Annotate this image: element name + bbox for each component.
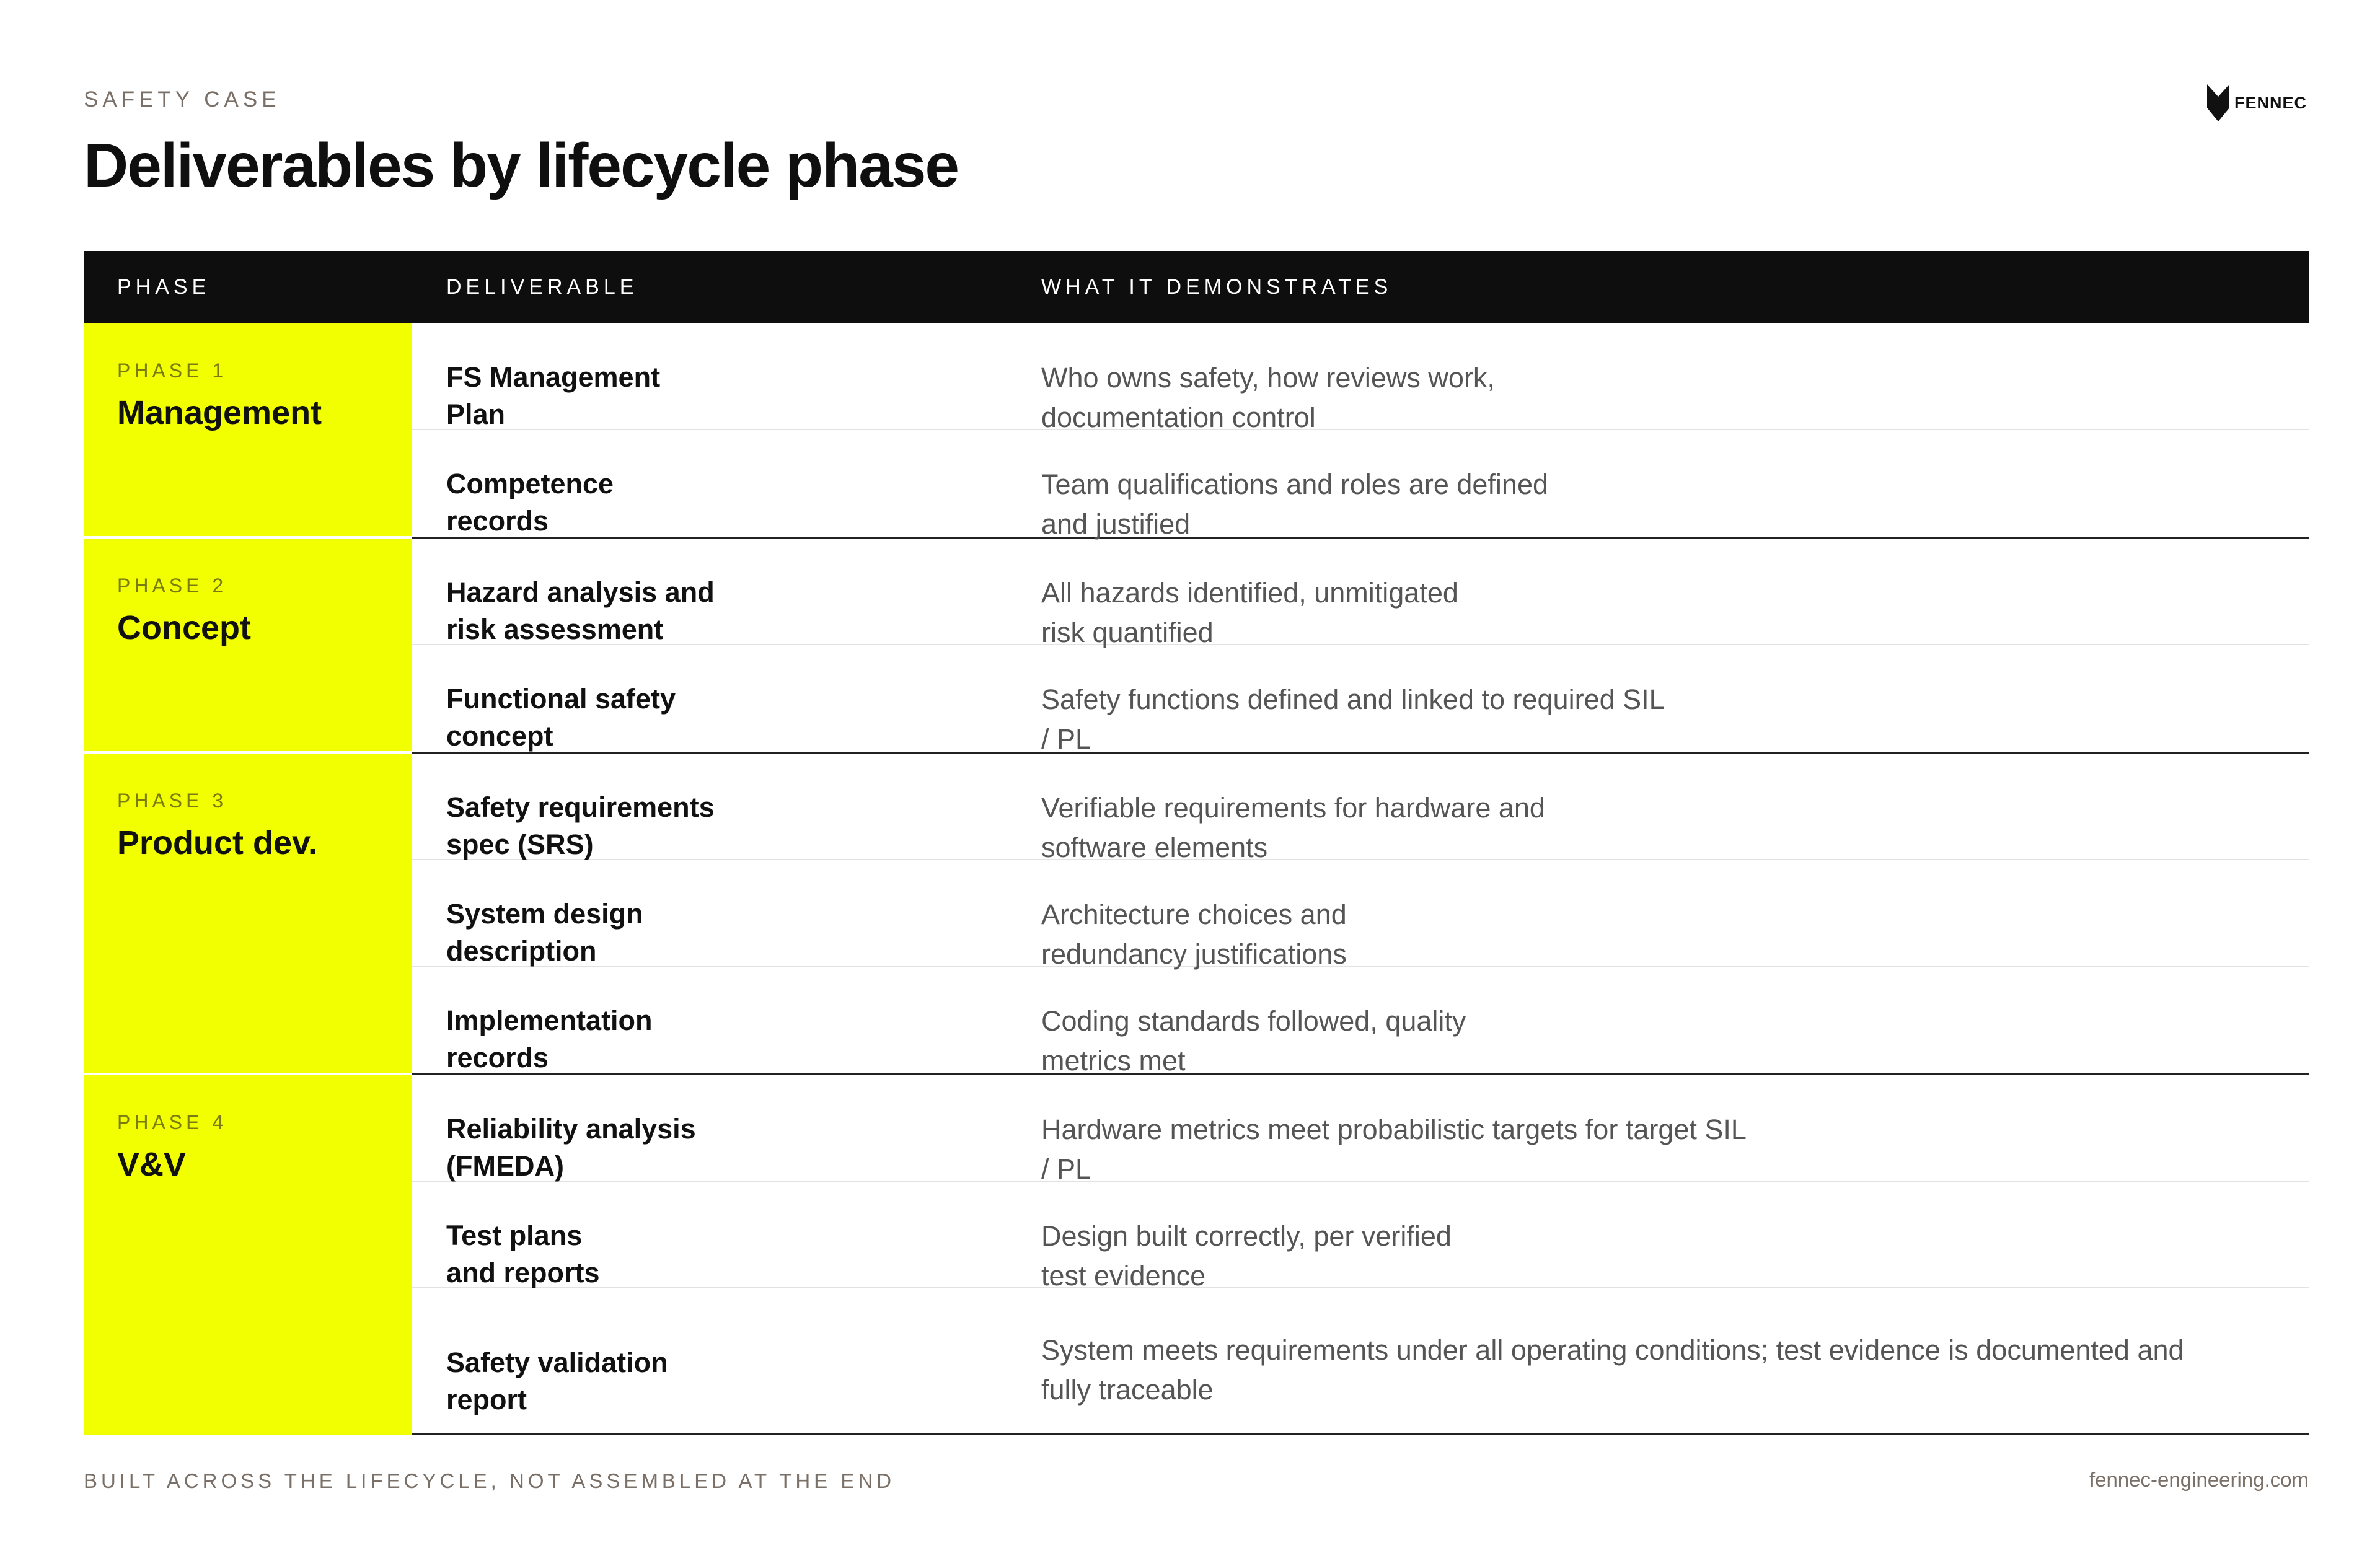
demonstrates-line: System meets requirements under all operating conditions; test evidence is documented and	[1041, 1334, 2184, 1366]
column-header-deliverable: DELIVERABLE	[446, 275, 638, 299]
deliverable-cell	[412, 967, 1041, 1073]
deliverable-line: Plan	[446, 398, 506, 430]
table-row	[412, 967, 2309, 1076]
demonstrates-line: and justified	[1041, 508, 1191, 540]
demonstrates-cell	[1041, 430, 2309, 540]
phase-name: Management	[117, 394, 322, 431]
phase-name: Product dev.	[117, 824, 318, 861]
phase-name: Concept	[117, 609, 251, 646]
demonstrates-line: Design built correctly, per verified	[1041, 1220, 1452, 1252]
demonstrates-line: / PL	[1041, 723, 1091, 755]
deliverable-line: System design	[446, 898, 643, 930]
deliverable-line: Reliability analysis	[446, 1113, 696, 1145]
table-row	[412, 539, 2309, 648]
demonstrates-line: documentation control	[1041, 402, 1316, 433]
demonstrates-cell	[1041, 860, 2309, 970]
deliverable-cell	[412, 323, 1041, 429]
deliverable-cell	[412, 860, 1041, 966]
deliverable-line: Competence	[446, 468, 614, 499]
phase-label: PHASE 1	[117, 359, 227, 382]
phase-cell	[84, 1075, 412, 1435]
deliverable-line: report	[446, 1384, 527, 1415]
demonstrates-cell	[1041, 754, 2309, 863]
table-row	[412, 754, 2309, 863]
table-row	[412, 860, 2309, 970]
phase-group	[84, 323, 2309, 539]
demonstrates-line: Team qualifications and roles are defined	[1041, 469, 1548, 500]
demonstrates-line: test evidence	[1041, 1260, 1206, 1291]
phase-cell	[84, 754, 412, 1075]
table-row	[412, 645, 2309, 755]
demonstrates-line: redundancy justifications	[1041, 938, 1347, 970]
brand-logo	[2207, 84, 2307, 121]
demonstrates-line: Architecture choices and	[1041, 899, 1347, 930]
deliverables-table	[84, 251, 2309, 1435]
demonstrates-line: Verifiable requirements for hardware and	[1041, 792, 1545, 824]
deliverable-line: and reports	[446, 1257, 600, 1288]
demonstrates-line: Who owns safety, how reviews work,	[1041, 362, 1495, 394]
phase-name: V&V	[117, 1146, 187, 1183]
demonstrates-cell	[1041, 645, 2309, 755]
demonstrates-cell	[1041, 1288, 2309, 1433]
column-header-phase: PHASE	[117, 275, 211, 299]
deliverable-line: records	[446, 1042, 549, 1073]
demonstrates-cell	[1041, 323, 2309, 433]
demonstrates-cell	[1041, 539, 2309, 648]
demonstrates-line: Hardware metrics meet probabilistic targets for target SIL	[1041, 1114, 1747, 1145]
demonstrates-line: / PL	[1041, 1153, 1091, 1185]
table-row	[412, 323, 2309, 433]
demonstrates-line: Safety functions defined and linked to required SIL	[1041, 684, 1665, 715]
deliverable-line: description	[446, 935, 597, 967]
fox-logo-icon	[2207, 84, 2229, 121]
table-row	[412, 1075, 2309, 1185]
demonstrates-line: software elements	[1041, 832, 1268, 863]
phase-group	[84, 754, 2309, 1075]
page-title: Deliverables by lifecycle phase	[84, 131, 959, 200]
demonstrates-line: metrics met	[1041, 1045, 1186, 1076]
demonstrates-cell	[1041, 1075, 2309, 1185]
deliverable-line: Safety requirements	[446, 791, 715, 823]
deliverable-cell	[412, 539, 1041, 644]
footer-website-link[interactable]: fennec-engineering.com	[2089, 1468, 2309, 1491]
phase-cell	[84, 539, 412, 754]
deliverable-cell	[412, 754, 1041, 859]
footer-tagline: BUILT ACROSS THE LIFECYCLE, NOT ASSEMBLED AT THE END	[84, 1469, 896, 1492]
column-header-what: WHAT IT DEMONSTRATES	[1041, 275, 1393, 299]
deliverable-line: concept	[446, 720, 553, 752]
demonstrates-line: Coding standards followed, quality	[1041, 1005, 1466, 1037]
table-row	[412, 1182, 2309, 1291]
deliverable-line: FS Management	[446, 361, 661, 393]
table-header	[84, 251, 2309, 323]
deliverable-cell	[412, 430, 1041, 537]
phase-label: PHASE 2	[117, 574, 227, 597]
deliverable-line: risk assessment	[446, 614, 664, 645]
phase-cell	[84, 323, 412, 539]
demonstrates-cell	[1041, 1182, 2309, 1291]
deliverable-cell	[412, 645, 1041, 752]
demonstrates-cell	[1041, 967, 2309, 1076]
demonstrates-line: fully traceable	[1041, 1374, 1214, 1406]
phase-group	[84, 539, 2309, 754]
phase-label: PHASE 3	[117, 790, 227, 812]
deliverable-line: Safety validation	[446, 1347, 668, 1378]
deliverable-line: Implementation	[446, 1005, 653, 1036]
deliverable-line: Functional safety	[446, 683, 676, 715]
table-row	[412, 1288, 2309, 1433]
deliverable-line: spec (SRS)	[446, 829, 594, 860]
deliverable-line: Test plans	[446, 1220, 583, 1251]
demonstrates-line: risk quantified	[1041, 617, 1214, 648]
table-row	[412, 430, 2309, 540]
deliverable-line: records	[446, 505, 549, 537]
demonstrates-line: All hazards identified, unmitigated	[1041, 577, 1458, 609]
phase-group	[84, 1075, 2309, 1435]
eyebrow-label: SAFETY CASE	[84, 87, 281, 112]
deliverable-line: Hazard analysis and	[446, 576, 715, 608]
deliverable-line: (FMEDA)	[446, 1150, 564, 1182]
logo-text: FENNEC	[2234, 93, 2307, 112]
deliverable-cell	[412, 1288, 1041, 1433]
phase-label: PHASE 4	[117, 1111, 227, 1133]
deliverable-cell	[412, 1182, 1041, 1287]
deliverable-cell	[412, 1075, 1041, 1181]
